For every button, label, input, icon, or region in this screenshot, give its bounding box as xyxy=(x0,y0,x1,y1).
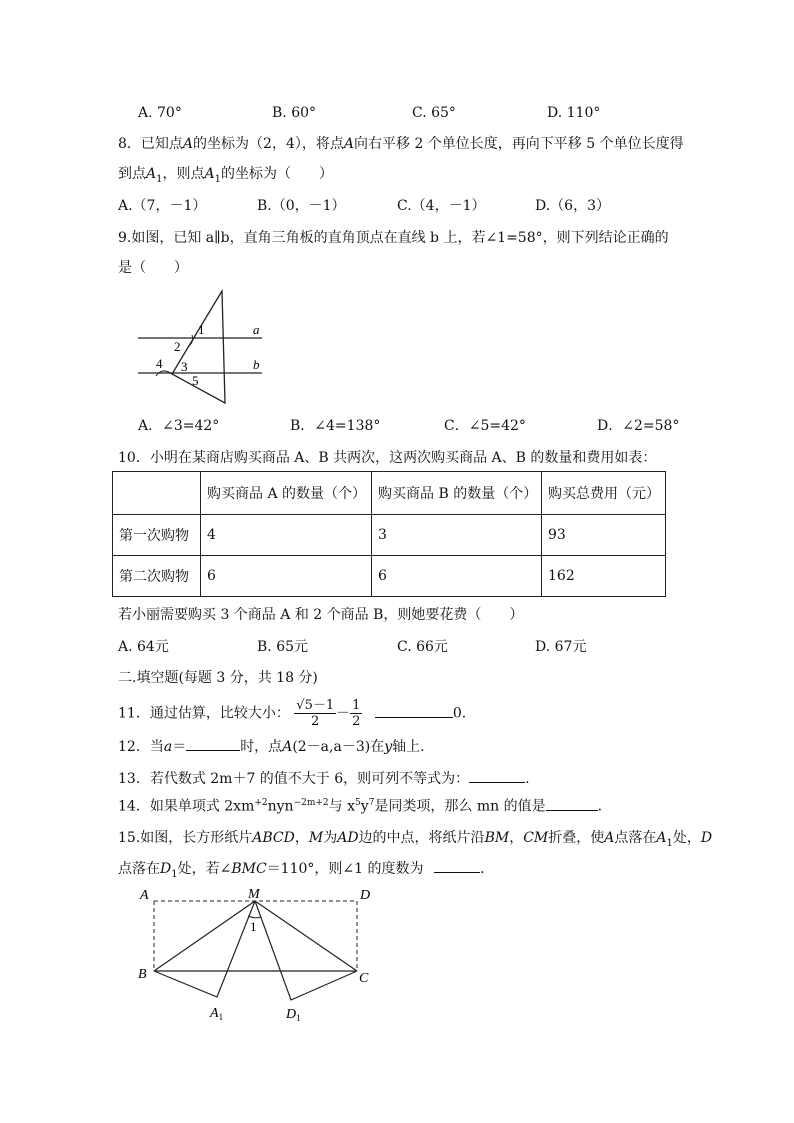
parallel-lines-triangle-figure xyxy=(130,285,270,410)
fig9-label-3: 3 xyxy=(181,359,188,374)
q10-stem: 10．小明在某商店购买商品 A、B 共两次，这两次购买商品 A、B 的数量和费用如表： xyxy=(118,450,657,466)
fig15-label-angle1: 1 xyxy=(250,919,257,934)
fig9-label-5: 5 xyxy=(192,373,199,388)
table-cell: 3 xyxy=(372,515,542,556)
q7-option-d: D. 110° xyxy=(547,105,601,121)
q10-question: 若小丽需要购买 3 个商品 A 和 2 个商品 B，则她要花费（ ） xyxy=(118,607,524,623)
fig15-label-a: A xyxy=(140,888,149,903)
q13-answer-blank[interactable] xyxy=(469,768,525,783)
q15-answer-blank[interactable] xyxy=(434,858,480,873)
fig9-line-b: b xyxy=(253,357,260,372)
q8-option-a: A.（7，－1） xyxy=(118,198,207,214)
fig15-label-d: D xyxy=(360,888,371,903)
q10-option-b: B. 65元 xyxy=(257,639,309,655)
fig9-label-4: 4 xyxy=(156,356,163,371)
table-header-cell: 购买商品 A 的数量（个） xyxy=(201,472,372,515)
purchase-table xyxy=(112,471,666,597)
table-cell: 6 xyxy=(201,556,372,597)
q7-option-a: A. 70° xyxy=(138,105,182,121)
q8-option-b: B.（0，－1） xyxy=(257,198,346,214)
q9-option-b: B．∠4=138° xyxy=(290,418,381,434)
q15-stem-line2: 点落在$D_1$处，若∠BMC＝110°，则∠1 的度数为 . xyxy=(118,858,484,884)
table-cell: 4 xyxy=(201,515,372,556)
table-row xyxy=(113,556,666,597)
fig15-label-m: M xyxy=(248,887,260,902)
q11-line: 11．通过估算，比较大小： $\frac{√5-1}{2}$ － $\frac{1}{2}$ 0. xyxy=(118,698,467,729)
q8-option-d: D.（6，3） xyxy=(535,198,610,214)
q11-fraction-2: $\frac{1}{2}$ xyxy=(352,698,361,729)
table-cell: 162 xyxy=(542,556,666,597)
q8-stem-line2: 到点$A_1$，则点$A_1$的坐标为（ ） xyxy=(118,166,333,185)
table-header-row xyxy=(113,472,666,515)
section-title-fill-in: 二.填空题(每题 3 分，共 18 分) xyxy=(118,670,318,686)
table-cell: 6 xyxy=(372,556,542,597)
q7-option-b: B. 60° xyxy=(272,105,317,121)
table-row xyxy=(113,515,666,556)
fig9-label-2: 2 xyxy=(174,339,181,354)
table-cell: 第一次购物 xyxy=(113,515,201,556)
q10-option-c: C. 66元 xyxy=(397,639,448,655)
q9-option-d: D．∠2=58° xyxy=(597,418,680,434)
q12-line: 12．当a＝ 时，点A(2－a,a－3)在y轴上. xyxy=(118,736,425,756)
q11-answer-blank[interactable] xyxy=(375,703,453,718)
q9-option-c: C．∠5=42° xyxy=(444,418,526,434)
table-header-cell: 购买商品 B 的数量（个） xyxy=(372,472,542,515)
q13-line: 13．若代数式 2m＋7 的值不大于 6，则可列不等式为： . xyxy=(118,768,530,788)
fig9-label-1: 1 xyxy=(198,322,205,337)
fig9-line-a: a xyxy=(253,322,260,337)
q11-fraction-1: $\frac{√5-1}{2}$ xyxy=(296,698,335,729)
q8-option-c: C.（4，－1） xyxy=(397,198,486,214)
q10-option-d: D. 67元 xyxy=(535,639,587,655)
fig15-label-d1: $D_1$ xyxy=(286,1007,301,1023)
folded-rectangle-figure xyxy=(130,880,380,1030)
table-header-cell: 购买总费用（元） xyxy=(542,472,666,515)
q12-answer-blank[interactable] xyxy=(186,736,240,751)
q9-option-a: A．∠3=42° xyxy=(138,418,220,434)
fig15-label-c: C xyxy=(359,971,369,986)
q8-stem-line1: 8．已知点A的坐标为（2，4），将点A向右平移 2 个单位长度，再向下平移 5 个单位长度得 xyxy=(118,136,684,152)
q14-answer-blank[interactable] xyxy=(546,796,598,811)
q7-option-c: C. 65° xyxy=(412,105,456,121)
table-cell: 93 xyxy=(542,515,666,556)
q9-stem-line2: 是（ ） xyxy=(118,260,188,276)
fig15-label-b: B xyxy=(138,967,147,982)
table-header-cell xyxy=(113,472,201,515)
q9-stem-line1: 9.如图，已知 a∥b，直角三角板的直角顶点在直线 b 上，若∠1=58°，则下列结论正确的 xyxy=(118,230,669,246)
fig15-label-a1: $A_1$ xyxy=(210,1006,224,1022)
table-cell: 第二次购物 xyxy=(113,556,201,597)
q10-option-a: A. 64元 xyxy=(118,639,169,655)
q15-stem-line1: 15.如图，长方形纸片ABCD，M为AD边的中点，将纸片沿BM，CM折叠，使A点落在$A_1$处，D xyxy=(118,830,713,849)
q14-line: 14．如果单项式 $2xm^{+2}nyn^{-2m+2}$与 $x^5y^7$是同类项，那么 mn 的值是 . xyxy=(118,794,602,816)
